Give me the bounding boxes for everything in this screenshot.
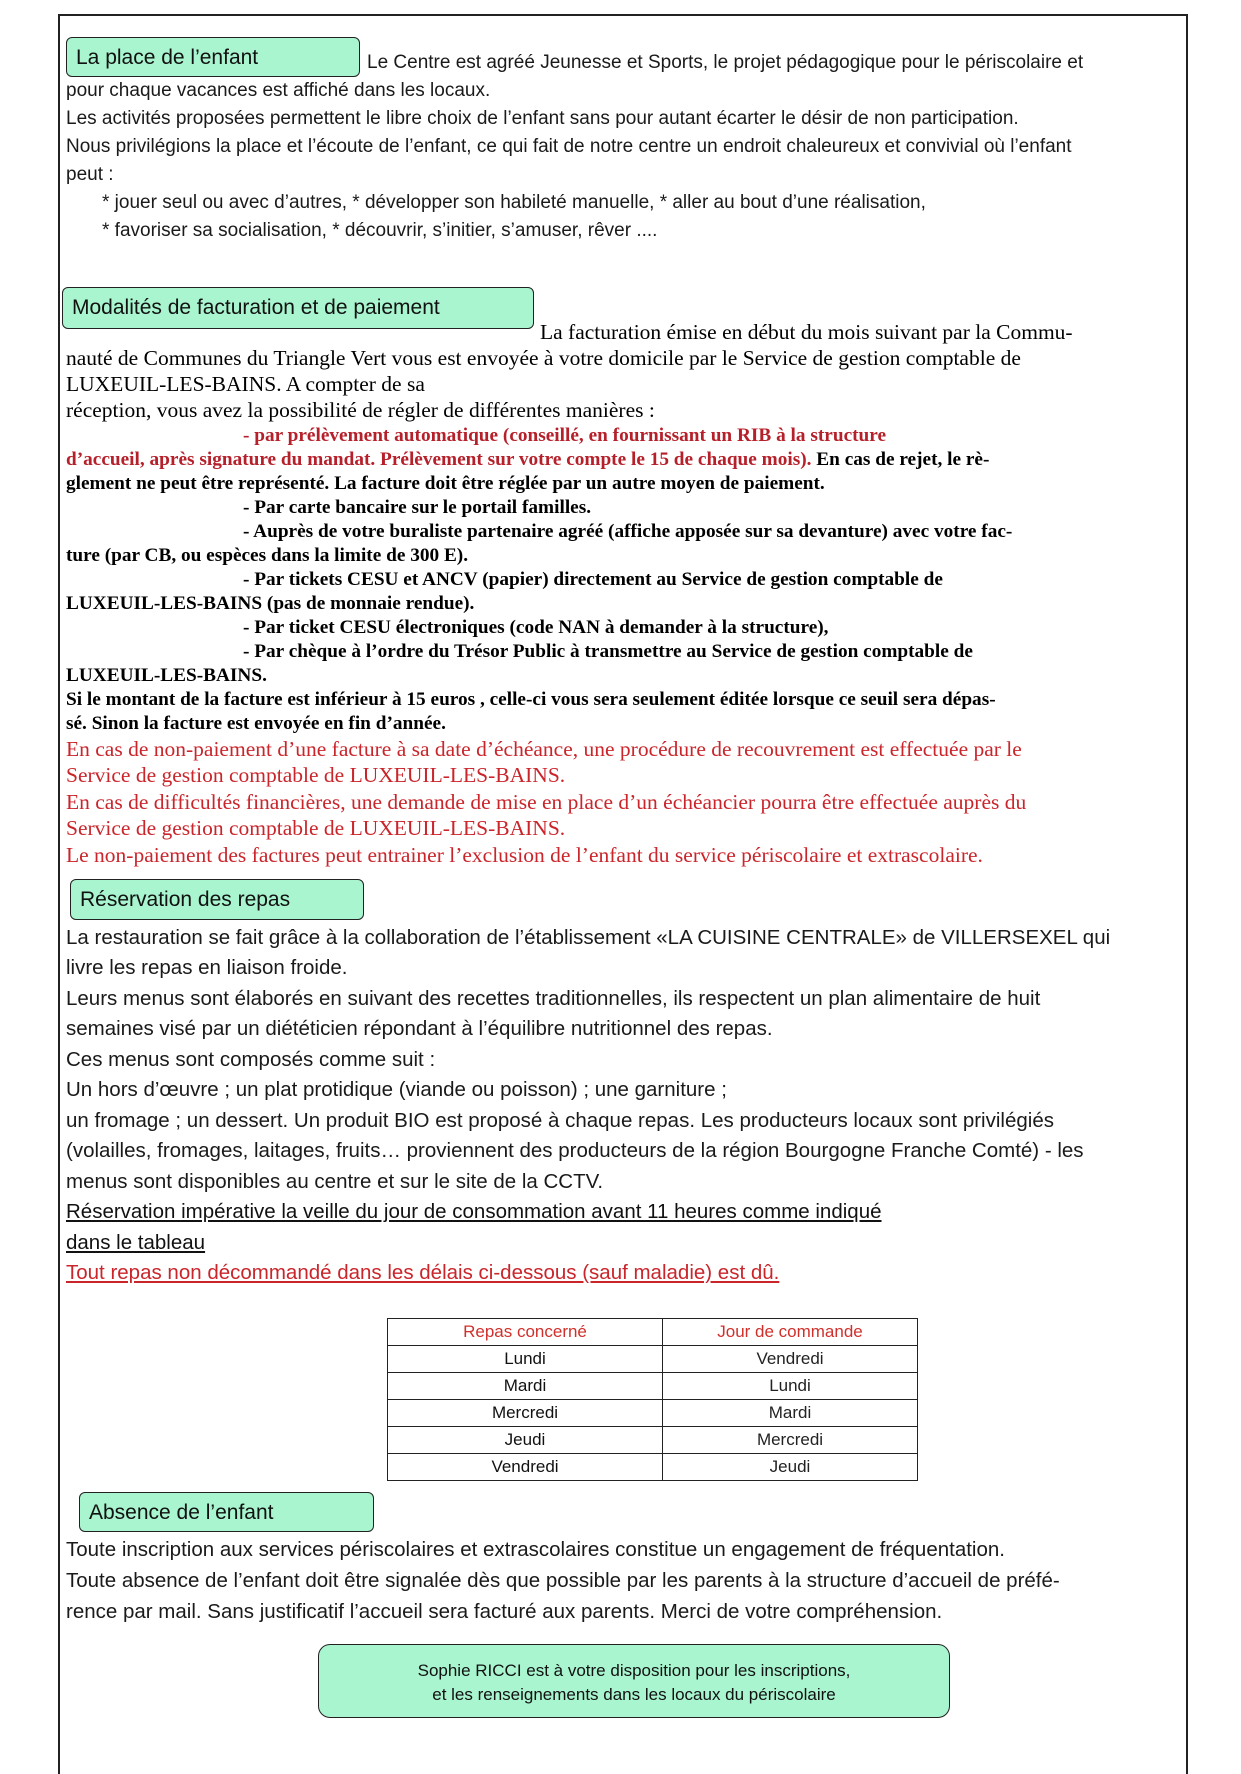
text-line: En cas de difficultés financières, une demande de mise en place d’un échéancier pourra être effectuée auprès du <box>66 790 1027 814</box>
text-line: pour chaque vacances est affiché dans les locaux. <box>66 80 491 101</box>
table-row <box>388 1346 918 1373</box>
text-line: Toute inscription aux services périscolaires et extrascolaires constitue un engagement de fréquentation. <box>66 1538 1005 1561</box>
section-label-facturation <box>62 287 534 329</box>
prelevement-red: d’accueil, après signature du mandat. Prélèvement sur votre compte le 15 de chaque mois). <box>66 449 812 470</box>
text-line: ture (par CB, ou espèces dans la limite de 300 E). <box>66 545 469 566</box>
table-header-row <box>388 1319 918 1346</box>
text-line: Service de gestion comptable de LUXEUIL-LES-BAINS. <box>66 763 566 787</box>
meal-order-table <box>387 1318 918 1481</box>
contact-line: et les renseignements dans les locaux du périscolaire <box>432 1685 836 1704</box>
text-line: La facturation émise en début du mois suivant par la Commu- <box>540 320 1073 344</box>
repas-day: Lundi <box>388 1346 663 1373</box>
repas-day: Mardi <box>388 1373 663 1400</box>
prelevement-black: En cas de rejet, le rè- <box>811 449 990 470</box>
text-line: - Par chèque à l’ordre du Trésor Public à transmettre au Service de gestion comptable de <box>243 641 973 662</box>
text-line: nauté de Communes du Triangle Vert vous est envoyée à votre domicile par le Service de gestion comptable de <box>66 346 1021 370</box>
text-line: La restauration se fait grâce à la collaboration de l’établissement «LA CUISINE CENTRALE» de VILLERSEXEL qui <box>66 926 1111 949</box>
table-row <box>388 1400 918 1427</box>
contact-line: Sophie RICCI est à votre disposition pour les inscriptions, <box>417 1661 851 1680</box>
section-label-text: Absence de l’enfant <box>89 1501 274 1524</box>
text-line: - Auprès de votre buraliste partenaire agréé (affiche apposée sur sa devanture) avec votre fac- <box>243 521 1013 542</box>
commande-day: Vendredi <box>663 1346 918 1373</box>
text-line: Le non-paiement des factures peut entrainer l’exclusion de l’enfant du service périscolaire et extrascolaire. <box>66 843 983 867</box>
section-label-text: Réservation des repas <box>80 888 291 911</box>
reservation-line: dans le tableau <box>66 1231 206 1254</box>
text-line: LUXEUIL-LES-BAINS (pas de monnaie rendue). <box>66 593 475 614</box>
header-repas: Repas concerné <box>388 1319 663 1346</box>
text-line: Leurs menus sont élaborés en suivant des recettes traditionnelles, ils respectent un plan alimentaire de huit <box>66 987 1041 1010</box>
repas-day: Jeudi <box>388 1427 663 1454</box>
text-line <box>66 449 989 471</box>
text-line: Service de gestion comptable de LUXEUIL-LES-BAINS. <box>66 816 566 840</box>
section-label-absence <box>79 1492 374 1532</box>
commande-day: Jeudi <box>663 1454 918 1481</box>
table-row <box>388 1454 918 1481</box>
text-line: glement ne peut être représenté. La facture doit être réglée par un autre moyen de paiement. <box>66 473 825 494</box>
text-line: menus sont disponibles au centre et sur le site de la CCTV. <box>66 1170 604 1193</box>
text-line: Si le montant de la facture est inférieur à 15 euros , celle-ci vous sera seulement éditée lorsque ce seuil sera dépas- <box>66 689 996 710</box>
text-line: réception, vous avez la possibilité de régler de différentes manières : <box>66 398 655 422</box>
section-label-text: La place de l’enfant <box>76 46 259 69</box>
reservation-line: Réservation impérative la veille du jour de consommation avant 11 heures comme indiqué <box>66 1200 882 1223</box>
text-line: * jouer seul ou avec d’autres, * développer son habileté manuelle, * aller au bout d’une réalisation, <box>102 192 926 213</box>
text-line: Ces menus sont composés comme suit : <box>66 1048 436 1071</box>
commande-day: Mercredi <box>663 1427 918 1454</box>
text-line: Toute absence de l’enfant doit être signalée dès que possible par les parents à la structure d’accueil de préfé- <box>66 1569 1060 1592</box>
text-line: Le Centre est agréé Jeunesse et Sports, le projet pédagogique pour le périscolaire et <box>367 52 1084 73</box>
text-line: LUXEUIL-LES-BAINS. A compter de sa <box>66 372 425 396</box>
header-commande: Jour de commande <box>663 1319 918 1346</box>
commande-day: Mardi <box>663 1400 918 1427</box>
decommande-warning: Tout repas non décommandé dans les délais ci-dessous (sauf maladie) est dû. <box>66 1261 780 1284</box>
text-line: rence par mail. Sans justificatif l’accueil sera facturé aux parents. Merci de votre compréhension. <box>66 1600 943 1623</box>
text-line: - Par tickets CESU et ANCV (papier) directement au Service de gestion comptable de <box>243 569 943 590</box>
text-line: - Par carte bancaire sur le portail familles. <box>243 497 592 518</box>
text-line: LUXEUIL-LES-BAINS. <box>66 665 267 686</box>
contact-box <box>318 1644 950 1718</box>
text-line: semaines visé par un diététicien répondant à l’équilibre nutritionnel des repas. <box>66 1017 773 1040</box>
text-line: (volailles, fromages, laitages, fruits… proviennent des producteurs de la région Bourgogne Franche Comté) - les <box>66 1139 1084 1162</box>
repas-day: Vendredi <box>388 1454 663 1481</box>
text-line: Nous privilégions la place et l’écoute de l’enfant, ce qui fait de notre centre un endroit chaleureux et convivial où l’enfant <box>66 136 1072 157</box>
text-line: livre les repas en liaison froide. <box>66 956 348 979</box>
commande-day: Lundi <box>663 1373 918 1400</box>
text-line: Les activités proposées permettent le libre choix de l’enfant sans pour autant écarter le désir de non participation. <box>66 108 1019 129</box>
section-label-place <box>66 37 360 77</box>
text-line: - Par ticket CESU électroniques (code NAN à demander à la structure), <box>243 617 829 638</box>
text-line: un fromage ; un dessert. Un produit BIO est proposé à chaque repas. Les producteurs locaux sont privilégiés <box>66 1109 1054 1132</box>
table-row <box>388 1427 918 1454</box>
text-line: sé. Sinon la facture est envoyée en fin d’année. <box>66 713 446 734</box>
text-line: En cas de non-paiement d’une facture à sa date d’échéance, une procédure de recouvrement est effectuée par le <box>66 737 1022 761</box>
section-label-repas <box>70 879 364 920</box>
repas-day: Mercredi <box>388 1400 663 1427</box>
table-row <box>388 1373 918 1400</box>
text-line: Un hors d’œuvre ; un plat protidique (viande ou poisson) ; une garniture ; <box>66 1078 727 1101</box>
text-line: - par prélèvement automatique (conseillé, en fournissant un RIB à la structure <box>243 425 887 446</box>
text-line: peut : <box>66 164 114 185</box>
text-line: * favoriser sa socialisation, * découvrir, s’initier, s’amuser, rêver .... <box>102 220 658 241</box>
section-label-text: Modalités de facturation et de paiement <box>72 296 440 319</box>
